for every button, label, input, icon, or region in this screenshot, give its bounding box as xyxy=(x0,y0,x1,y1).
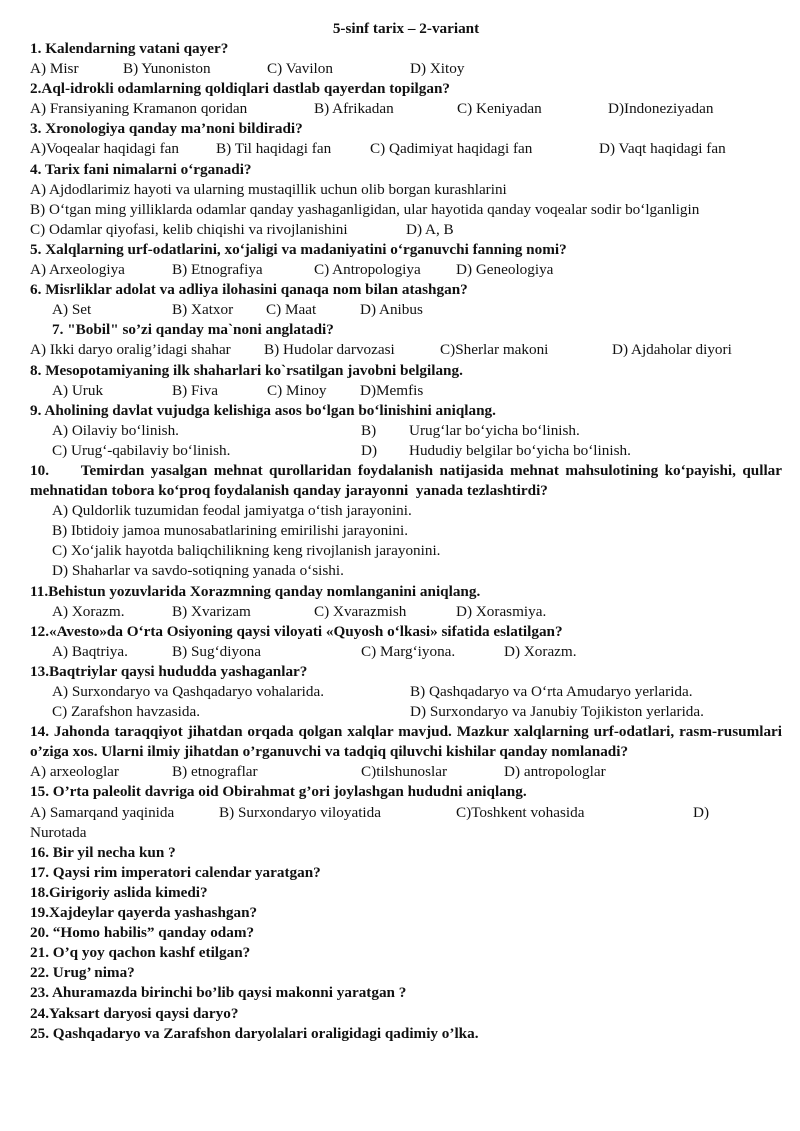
question-12: 12.«Avesto»da O‘rta Osiyoning qaysi viloyati «Quyosh o‘lkasi» sifatida eslatilgan? xyxy=(30,622,563,640)
question-11: 11.Behistun yozuvlarida Xorazmning qanday nomlanganini aniqlang. xyxy=(30,582,481,600)
option-2b: B) Afrikadan xyxy=(314,100,394,118)
question-17: 17. Qaysi rim imperatori calendar yaratgan? xyxy=(30,863,321,881)
option-9c: C) Urug‘-qabilaviy bo‘linish. xyxy=(52,441,231,459)
option-11b: B) Xvarizam xyxy=(172,602,251,620)
option-14b: B) etnograflar xyxy=(172,763,258,781)
option-14a: A) arxeologlar xyxy=(30,763,119,781)
option-10d: D) Shaharlar va savdo-sotiqning yanada o‘sishi. xyxy=(52,562,344,580)
options-5 xyxy=(30,260,782,280)
option-5b: B) Etnografiya xyxy=(172,261,263,279)
option-13d: D) Surxondaryo va Janubiy Tojikiston yerlarida. xyxy=(410,703,704,721)
option-4c: C) Odamlar qiyofasi, kelib chiqishi va rivojlanishini xyxy=(30,220,348,238)
options-13ab xyxy=(30,682,782,702)
question-23: 23. Ahuramazda birinchi bo’lib qaysi makonni yaratgan ? xyxy=(30,984,407,1002)
option-12b: B) Sug‘diyona xyxy=(172,642,262,660)
option-5a: A) Arxeologiya xyxy=(30,261,125,279)
question-6: 6. Misrliklar adolat va adliya ilohasini qanaqa nom bilan atashgan? xyxy=(30,281,468,299)
option-1d: D) Xitoy xyxy=(410,60,465,78)
question-19: 19.Xajdeylar qayerda yashashgan? xyxy=(30,904,258,922)
option-15d-text: Nurotada xyxy=(30,823,87,841)
test-sheet xyxy=(30,19,786,1044)
option-3a: A)Voqealar haqidagi fan xyxy=(30,140,180,158)
options-11 xyxy=(30,602,782,622)
page-title: 5-sinf tarix – 2-variant xyxy=(332,20,480,37)
option-9d: Hududiy belgilar bo‘yicha bo‘linish. xyxy=(409,441,631,459)
option-10c: C) Xo‘jalik hayotda baliqchilikning keng rivojlanish jarayonini. xyxy=(52,542,441,560)
option-12d: D) Xorazm. xyxy=(504,642,577,660)
question-22: 22. Urug’ nima? xyxy=(30,964,135,982)
option-6b: B) Xatxor xyxy=(172,301,234,319)
question-24: 24.Yaksart daryosi qaysi daryo? xyxy=(30,1004,239,1022)
option-3c: C) Qadimiyat haqidagi fan xyxy=(370,140,533,158)
option-8a: A) Uruk xyxy=(52,381,104,399)
option-13b: B) Qashqadaryo va O‘rta Amudaryo yerlarida. xyxy=(410,683,693,700)
option-10a: A) Quldorlik tuzumidan feodal jamiyatga o‘tish jarayonini. xyxy=(52,502,412,520)
option-1c: C) Vavilon xyxy=(267,60,333,78)
question-21: 21. O’q yoy qachon kashf etilgan? xyxy=(30,944,251,962)
option-7c: C)Sherlar makoni xyxy=(440,341,549,359)
option-13c: C) Zarafshon havzasida. xyxy=(52,703,201,721)
option-4a: A) Ajdodlarimiz hayoti va ularning mustaqillik uchun olib borgan kurashlarini xyxy=(30,180,507,198)
option-9d-label: D) xyxy=(361,441,378,459)
option-3d: D) Vaqt haqidagi fan xyxy=(599,140,726,158)
options-2 xyxy=(30,99,782,119)
option-7d: D) Ajdaholar diyori xyxy=(612,341,732,359)
options-15 xyxy=(30,803,782,823)
options-7 xyxy=(30,340,782,360)
option-15d: D) xyxy=(693,803,710,821)
option-8b: B) Fiva xyxy=(172,381,218,399)
question-8: 8. Mesopotamiyaning ilk shaharlari ko`rsatilgan javobni belgilang. xyxy=(30,361,463,379)
option-11d: D) Xorasmiya. xyxy=(456,602,547,620)
option-15b: B) Surxondaryo viloyatida xyxy=(219,803,381,821)
options-9ab xyxy=(30,421,782,441)
option-14c: C)tilshunoslar xyxy=(361,763,448,781)
options-13cd xyxy=(30,702,782,722)
option-2a: A) Fransiyaning Kramanon qoridan xyxy=(30,100,248,118)
option-9b: Urug‘lar bo‘yicha bo‘linish. xyxy=(409,421,580,439)
option-8c: C) Minoy xyxy=(267,381,327,399)
option-2c: C) Keniyadan xyxy=(457,100,542,118)
option-11a: A) Xorazm. xyxy=(52,602,125,620)
options-8 xyxy=(30,381,782,401)
option-9a: A) Oilaviy bo‘linish. xyxy=(52,421,179,439)
option-4b: B) O‘tgan ming yilliklarda odamlar qanday yashaganligidan, ular hayotida qanday voqealar sodir bo‘lganligin xyxy=(30,200,700,218)
option-1b: B) Yunoniston xyxy=(123,60,211,78)
question-18: 18.Girigoriy aslida kimedi? xyxy=(30,883,208,901)
question-2: 2.Aql-idrokli odamlarning qoldiqlari dastlab qayerdan topilgan? xyxy=(30,80,451,98)
option-2d: D)Indoneziyadan xyxy=(608,100,714,118)
option-7b: B) Hudolar darvozasi xyxy=(264,341,395,359)
question-25: 25. Qashqadaryo va Zarafshon daryolalari oraligidagi qadimiy o’lka. xyxy=(30,1024,479,1042)
option-15c: C)Toshkent vohasida xyxy=(456,803,585,821)
question-16: 16. Bir yil necha kun ? xyxy=(30,843,176,861)
option-5d: D) Geneologiya xyxy=(456,261,554,279)
option-8d: D)Memfis xyxy=(360,381,424,399)
option-7a: A) Ikki daryo oralig’idagi shahar xyxy=(30,341,231,359)
option-6a: A) Set xyxy=(52,301,92,319)
question-20: 20. “Homo habilis” qanday odam? xyxy=(30,924,255,942)
option-5c: C) Antropologiya xyxy=(314,261,421,279)
option-13a: A) Surxondaryo va Qashqadaryo vohalarida. xyxy=(52,683,325,700)
options-12 xyxy=(30,642,782,662)
question-4: 4. Tarix fani nimalarni o‘rganadi? xyxy=(30,160,252,178)
options-1 xyxy=(30,59,782,79)
option-12a: A) Baqtriya. xyxy=(52,642,128,660)
question-15: 15. O’rta paleolit davriga oid Obirahmat g’ori joylashgan hududni aniqlang. xyxy=(30,783,527,801)
option-10b: B) Ibtidoiy jamoa munosabatlarining emirilishi jarayonini. xyxy=(52,522,408,540)
option-14d: D) antropologlar xyxy=(504,763,606,781)
options-6 xyxy=(30,300,782,320)
question-13: 13.Baqtriylar qaysi hududda yashaganlar? xyxy=(30,662,308,680)
options-4cd xyxy=(30,220,782,240)
option-15a: A) Samarqand yaqinida xyxy=(30,803,175,821)
question-9: 9. Aholining davlat vujudga kelishiga asos bo‘lgan bo‘linishini aniqlang. xyxy=(30,401,496,419)
options-3 xyxy=(30,139,782,159)
option-6d: D) Anibus xyxy=(360,301,423,319)
option-11c: C) Xvarazmish xyxy=(314,602,407,620)
question-5: 5. Xalqlarning urf-odatlarini, xo‘jaligi va madaniyatini o‘rganuvchi fanning nomi? xyxy=(30,240,567,258)
question-14: 14. Jahonda taraqqiyot jihatdan orqada qolgan xalqlar mavjud. Mazkur xalqlarning urf-odatlari, rasm-rusumlari o’ziga xos. Ularni ilmiy jihatdan o’rganuvchi va tadqiq qiluvchi kishilar qanday nomlanadi? xyxy=(30,723,782,761)
options-9cd xyxy=(30,441,782,461)
option-1a: A) Misr xyxy=(30,60,79,78)
question-3: 3. Xronologiya qanday ma’noni bildiradi? xyxy=(30,120,303,138)
question-7: 7. "Bobil" so’zi qanday ma`noni anglatadi? xyxy=(52,321,334,339)
options-14 xyxy=(30,762,782,782)
question-1: 1. Kalendarning vatani qayer? xyxy=(30,40,229,57)
option-9b-label: B) xyxy=(361,421,377,439)
option-12c: C) Marg‘iyona. xyxy=(361,642,456,660)
option-3b: B) Til haqidagi fan xyxy=(216,140,332,158)
question-10: 10. Temirdan yasalgan mehnat qurollaridan foydalanish natijasida mehnat mahsulotining ko‘payishi, qullar mehnatidan tobora ko‘proq foydalanish qanday jarayonni yanada tezlashtirdi? xyxy=(30,461,786,500)
option-4d: D) A, B xyxy=(406,220,454,238)
option-6c: C) Maat xyxy=(266,301,317,319)
